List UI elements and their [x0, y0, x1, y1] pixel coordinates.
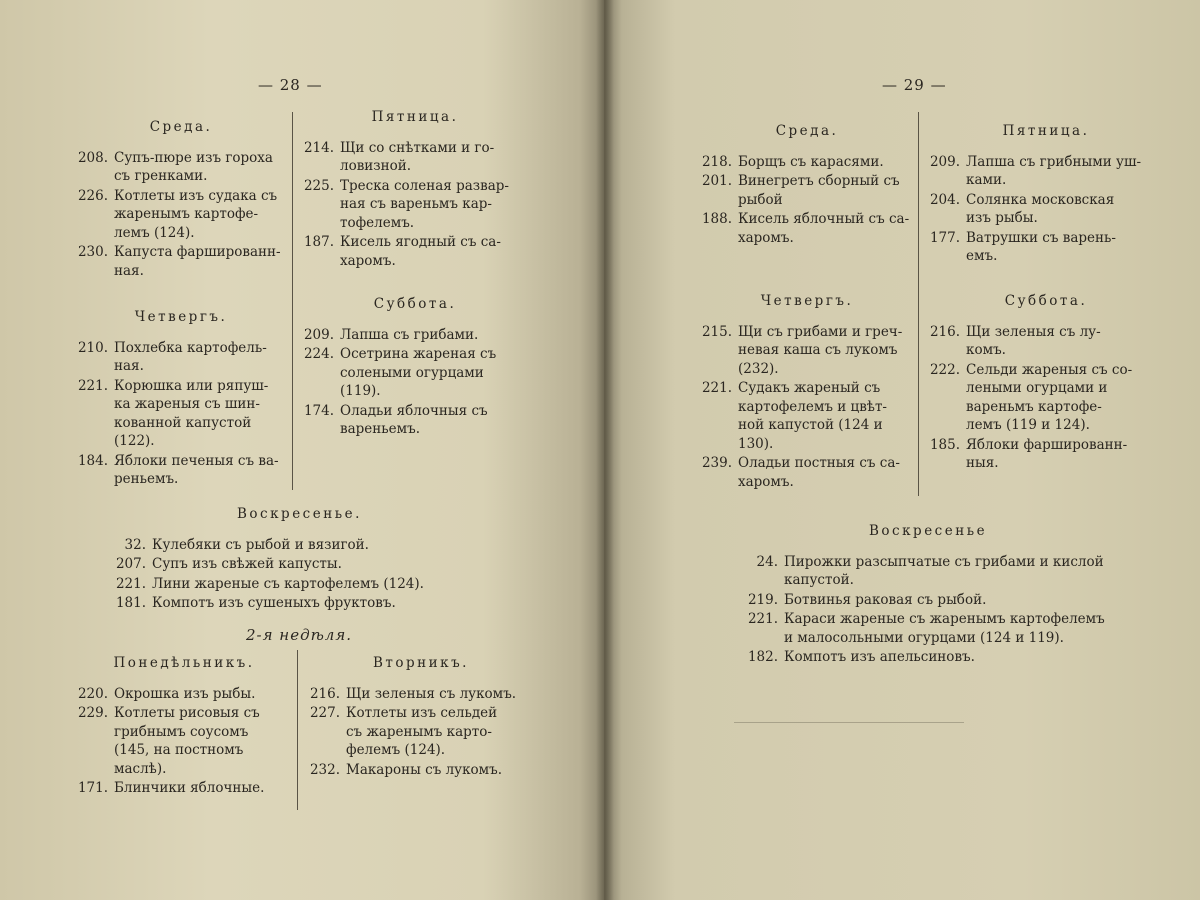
day-heading: Пятница. [371, 109, 459, 125]
dish-line: ками. [966, 172, 1007, 188]
dish-text [738, 323, 916, 379]
dish-text [346, 704, 536, 760]
recipe-number: 24. [756, 553, 778, 570]
dish-text [152, 594, 532, 613]
recipe-number: 218. [701, 153, 732, 170]
dish-line: вареньмъ картофе- [966, 398, 1102, 415]
day-heading: Четвергъ. [134, 309, 228, 325]
menu-entry [744, 648, 1184, 667]
dish-line: харомъ. [738, 229, 794, 246]
menu-entry [926, 191, 1166, 228]
recipe-number: 221. [77, 377, 108, 394]
recipe-number: 224. [303, 346, 334, 362]
dish-line: Блинчики яблочные. [114, 780, 265, 796]
menu-entry [926, 361, 1166, 435]
dish-line: Треска соленая развар- [340, 177, 509, 194]
dish-text [340, 139, 530, 176]
dish-text [784, 610, 1184, 647]
menu-entry [306, 761, 536, 780]
section-wednesday-right [698, 122, 916, 247]
dish-line: лемъ (124). [114, 224, 195, 241]
faint-rule [734, 722, 964, 723]
dish-line: 130). [738, 435, 774, 452]
recipe-number: 227. [309, 705, 340, 721]
dish-line: Похлебка картофель- [114, 339, 267, 356]
day-heading: Среда. [775, 123, 839, 139]
dish-text [114, 243, 288, 280]
dish-text [340, 233, 530, 270]
recipe-number: 221. [701, 380, 732, 396]
dish-line: жаренымъ картофе- [114, 206, 259, 222]
dish-text [114, 779, 294, 798]
menu-entry [698, 454, 916, 491]
dish-text [966, 361, 1166, 435]
dish-text [738, 210, 916, 247]
dish-line: Винегретъ сборный съ [738, 173, 900, 189]
dish-text [966, 153, 1166, 190]
dish-line: маслѣ). [114, 760, 167, 777]
menu-entry [74, 779, 294, 798]
menu-entry [926, 153, 1166, 190]
dish-line: рыбой [738, 191, 783, 208]
book-gutter [596, 0, 614, 900]
recipe-number: 220. [77, 685, 108, 702]
dish-text [738, 153, 916, 172]
recipe-number: 226. [77, 187, 108, 204]
dish-text [784, 591, 1184, 610]
dish-line: Ватрушки съ варень- [966, 229, 1116, 246]
section-friday-right [926, 122, 1166, 266]
recipe-number: 221. [115, 575, 146, 592]
recipe-number: 171. [77, 780, 108, 796]
dish-text [784, 648, 1184, 667]
dish-text [152, 575, 532, 594]
menu-entry [74, 685, 294, 704]
menu-entry [744, 553, 1184, 590]
dish-line: Котлеты изъ судака съ [114, 187, 278, 204]
recipe-number: 215. [701, 323, 732, 340]
recipe-number: 187. [303, 234, 334, 250]
dish-line: Котлеты изъ сельдей [346, 705, 498, 721]
day-heading: Четвергъ. [760, 293, 854, 309]
dish-text [346, 761, 536, 780]
dish-line: ловизной. [340, 158, 412, 174]
recipe-number: 209. [929, 153, 960, 170]
dish-line: ная. [114, 262, 144, 279]
right-page [604, 0, 1200, 900]
menu-entry [698, 210, 916, 247]
menu-entry [74, 243, 288, 280]
recipe-number: 208. [77, 149, 108, 166]
recipe-number: 185. [929, 436, 960, 453]
dish-line: грибнымъ соусомъ [114, 723, 249, 740]
dish-line: Макароны съ лукомъ. [346, 761, 503, 778]
column-divider [297, 650, 298, 810]
dish-line: Ботвинья раковая съ рыбой. [784, 591, 987, 608]
menu-entry [74, 452, 288, 489]
dish-line: Кулебяки съ рыбой и вязигой. [152, 536, 369, 553]
dish-text [340, 345, 530, 401]
dish-line: съ гренками. [114, 168, 208, 184]
dish-text [738, 454, 916, 491]
day-heading: Суббота. [373, 296, 457, 312]
menu-entry [74, 339, 288, 376]
dish-line: фелемъ (124). [346, 742, 446, 758]
day-heading: Воскресенье [869, 523, 988, 539]
menu-entry [112, 536, 532, 555]
menu-entry [744, 591, 1184, 610]
dish-line: Котлеты рисовыя съ [114, 705, 260, 721]
menu-entry [926, 436, 1166, 473]
dish-line: кованной капустой [114, 414, 252, 431]
dish-text [346, 685, 536, 704]
menu-entry [74, 187, 288, 243]
dish-line: лемъ (119 и 124). [966, 417, 1090, 433]
recipe-number: 188. [701, 211, 732, 227]
recipe-number: 207. [115, 556, 146, 572]
section-wednesday-left [74, 118, 288, 280]
recipe-number: 209. [303, 326, 334, 343]
recipe-number: 230. [77, 244, 108, 260]
section-sunday-left [112, 505, 532, 613]
dish-line: Лапша съ грибными уш- [966, 153, 1142, 170]
dish-text [966, 323, 1166, 360]
recipe-number: 204. [929, 191, 960, 208]
menu-entry [74, 149, 288, 186]
dish-line: Супъ-пюре изъ гороха [114, 149, 273, 166]
dish-line: ныя. [966, 455, 999, 471]
menu-entry [300, 345, 530, 401]
recipe-number: 184. [77, 452, 108, 469]
menu-entry [306, 704, 536, 760]
section-thursday-right [698, 292, 916, 491]
dish-text [114, 339, 288, 376]
dish-line: Яблоки фаршированн- [966, 436, 1128, 453]
section-tuesday-left [306, 654, 536, 779]
page-number-29: — 29 — [882, 76, 947, 94]
dish-line: Компотъ изъ сушеныхъ фруктовъ. [152, 595, 396, 611]
dish-text [114, 452, 288, 489]
recipe-number: 225. [303, 177, 334, 194]
menu-entry [74, 704, 294, 778]
dish-line: Оладьи яблочныя съ [340, 402, 488, 419]
recipe-number: 174. [303, 402, 334, 419]
day-heading: Пятница. [1002, 123, 1090, 139]
menu-entry [300, 326, 530, 345]
dish-line: реньемъ. [114, 471, 179, 487]
dish-line: харомъ. [340, 252, 396, 269]
dish-line: Кисель ягодный съ са- [340, 234, 501, 250]
section-thursday-left [74, 308, 288, 489]
dish-line: Компотъ изъ апельсиновъ. [784, 649, 975, 665]
section-monday-left [74, 654, 294, 798]
dish-text [340, 402, 530, 439]
section-friday-left [300, 108, 530, 270]
menu-entry [926, 323, 1166, 360]
dish-text [966, 229, 1166, 266]
section-saturday-right [926, 292, 1166, 473]
dish-text [340, 326, 530, 345]
dish-line: невая каша съ лукомъ [738, 342, 898, 358]
dish-line: Лини жареные съ картофелемъ (124). [152, 575, 424, 592]
menu-entry [112, 555, 532, 574]
day-heading: Среда. [149, 119, 213, 135]
recipe-number: 177. [929, 229, 960, 246]
menu-entry [300, 233, 530, 270]
dish-text [114, 149, 288, 186]
menu-entry [698, 172, 916, 209]
dish-text [114, 377, 288, 451]
dish-line: Пирожки разсыпчатые съ грибами и кислой [784, 553, 1104, 570]
menu-entry [74, 377, 288, 451]
menu-entry [300, 139, 530, 176]
dish-line: ная. [114, 358, 144, 374]
dish-line: Кисель яблочный съ са- [738, 211, 910, 227]
recipe-number: 222. [929, 361, 960, 378]
dish-line: Лапша съ грибами. [340, 326, 479, 343]
day-heading: Воскресенье. [237, 506, 362, 522]
day-heading: Вторникъ. [373, 655, 469, 671]
dish-line: съ жаренымъ карто- [346, 723, 492, 740]
dish-line: изъ рыбы. [966, 210, 1038, 226]
dish-line: Щи съ грибами и греч- [738, 323, 903, 340]
menu-entry [698, 323, 916, 379]
menu-entry [698, 153, 916, 172]
recipe-number: 214. [303, 139, 334, 156]
dish-line: солеными огурцами [340, 364, 484, 381]
dish-line: Щи со снѣтками и го- [340, 139, 495, 156]
menu-entry [306, 685, 536, 704]
day-heading: Суббота. [1004, 293, 1088, 309]
dish-line: Осетрина жареная съ [340, 346, 497, 362]
dish-line: Корюшка или ряпуш- [114, 377, 269, 394]
dish-line: Караси жареные съ жаренымъ картофелемъ [784, 611, 1105, 627]
recipe-number: 201. [701, 173, 732, 189]
dish-line: Сельди жареныя съ со- [966, 361, 1133, 378]
menu-entry [744, 610, 1184, 647]
dish-text [340, 177, 530, 233]
dish-line: (145, на постномъ [114, 742, 244, 758]
dish-line: Яблоки печеныя съ ва- [114, 452, 279, 469]
recipe-number: 216. [929, 323, 960, 340]
dish-line: Капуста фаршированн- [114, 244, 281, 260]
menu-entry [112, 594, 532, 613]
dish-line: харомъ. [738, 473, 794, 490]
dish-text [114, 704, 294, 778]
dish-line: ной капустой (124 и [738, 417, 883, 433]
page-number-28: — 28 — [258, 76, 323, 94]
day-heading: Понедѣльникъ. [113, 655, 255, 671]
recipe-number: 239. [701, 455, 732, 471]
dish-line: капустой. [784, 572, 854, 588]
menu-entry [300, 177, 530, 233]
dish-line: Солянка московская [966, 191, 1115, 208]
column-divider [918, 112, 919, 496]
dish-line: картофелемъ и цвѣт- [738, 398, 887, 415]
dish-text [966, 191, 1166, 228]
dish-line: Окрошка изъ рыбы. [114, 685, 256, 702]
recipe-number: 32. [124, 536, 146, 553]
dish-line: ная съ вареньмъ кар- [340, 196, 492, 212]
menu-entry [926, 229, 1166, 266]
recipe-number: 182. [747, 649, 778, 665]
menu-entry [300, 402, 530, 439]
dish-text [966, 436, 1166, 473]
recipe-number: 232. [309, 761, 340, 778]
dish-text [114, 187, 288, 243]
dish-line: ка жареныя съ шин- [114, 396, 260, 412]
recipe-number: 216. [309, 685, 340, 702]
menu-entry [698, 379, 916, 453]
dish-line: Супъ изъ свѣжей капусты. [152, 556, 342, 572]
dish-line: (119). [340, 383, 381, 399]
column-divider [292, 112, 293, 490]
menu-entry [112, 575, 532, 594]
section-sunday-right [744, 522, 1184, 667]
dish-line: Оладьи постныя съ са- [738, 455, 900, 471]
dish-text [738, 172, 916, 209]
dish-line: (232). [738, 360, 779, 377]
dish-text [152, 536, 532, 555]
dish-text [152, 555, 532, 574]
recipe-number: 181. [115, 595, 146, 611]
dish-line: Борщъ съ карасями. [738, 153, 884, 170]
dish-text [784, 553, 1184, 590]
recipe-number: 219. [747, 591, 778, 608]
dish-text [114, 685, 294, 704]
recipe-number: 221. [747, 611, 778, 627]
dish-line: вареньемъ. [340, 421, 420, 437]
dish-line: (122). [114, 433, 155, 449]
week-title: 2-я недѣля. [246, 626, 353, 644]
dish-line: Судакъ жареный съ [738, 380, 881, 396]
dish-line: тофелемъ. [340, 214, 415, 231]
dish-line: емъ. [966, 248, 998, 264]
dish-line: Щи зеленыя съ лу- [966, 323, 1101, 340]
dish-line: леными огурцами и [966, 380, 1108, 396]
dish-line: Щи зеленыя съ лукомъ. [346, 685, 517, 702]
dish-line: и малосольными огурцами (124 и 119). [784, 629, 1064, 646]
section-saturday-left [300, 295, 530, 439]
dish-line: комъ. [966, 342, 1006, 358]
recipe-number: 210. [77, 339, 108, 356]
recipe-number: 229. [77, 705, 108, 721]
dish-text [738, 379, 916, 453]
